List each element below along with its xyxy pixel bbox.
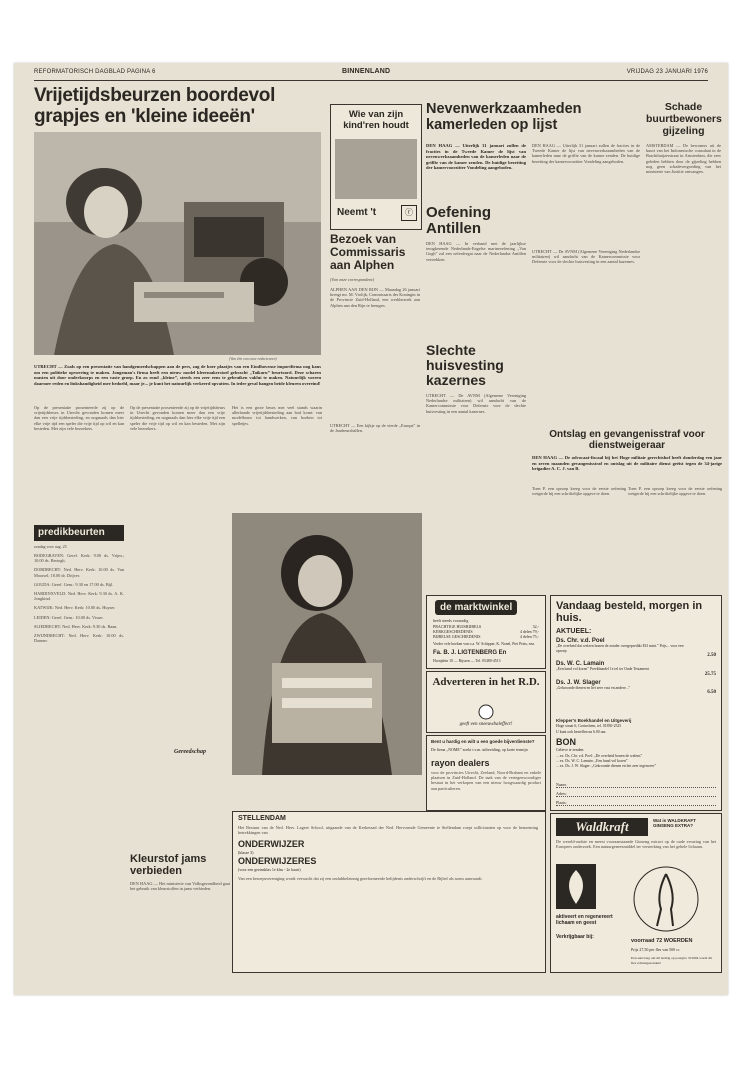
wie-ad-image [335, 139, 417, 199]
list-item: KERKGESCHIEDENIS 4 delen 79,- [433, 629, 539, 634]
bon-title: BON [556, 737, 576, 747]
wie-ad-box [330, 104, 422, 230]
masthead-paper-name: REFORMATORISCH DAGBLAD PAGINA 6 [34, 69, 156, 75]
rayon-dealers-ad [426, 735, 546, 811]
adverteren-headline: Adverteren in het R.D. [432, 676, 540, 688]
list-item: SLIEDRECHT: Ned. Herv. Kerk: 9.30 ds. Baan. [34, 623, 118, 629]
slechte-headline: Slechte huisvesting kazernes [426, 342, 504, 388]
nevenwerk-headline: Nevenwerkzaamheden kamerleden op lijst [426, 101, 582, 133]
vandaag-items [556, 638, 716, 698]
main-article-continued: Op de presentatie prosenteerde zij op de vrijetijdsbeurs in Utrecht gevonden komen meer dan een vrije tijdsbesteding, en nogmaals dan hier elke vrije tijd een speler die vrije tijd op wil en kan besteden. Met zijn vele bezoekers. [130, 405, 225, 431]
list-item: HARDINXVELD: Ned. Herv. Kerk: 9.30 ds. A. K. Jongkind. [34, 591, 124, 602]
waldkraft-note: Een aanvraag om dit bedrag op postgiro 315004 wordt dit fles u thuisgezonden! [631, 956, 712, 965]
waldkraft-tagline: aktiveert en regenereert lichaam en geest [556, 914, 613, 926]
masthead-section: BINNENLAND [342, 68, 391, 75]
vandaag-headline: Vandaag besteld, morgen in huis. [556, 600, 703, 624]
list-item: ... ex. Ds. J. W. Slager: „Gekroonde dienen en het zeer tegenover” [556, 764, 657, 768]
nevenwerk-body: DEN HAAG — Uiterlijk 31 januari zullen de fracties in de Tweede Kamer de lijst van nevenwerkzaamheden van de kamerleden naar de griffie van de kamer zenden. De huidige bezetting der kamervoorzitter Vondeling aangeboden. [532, 143, 640, 164]
main-article-lead: UTRECHT — Zoals op een presentatie van handgemeedschappen aan de pers, zag de boer plaatjes van een Eindhovense importfirma nog kans om een politieke opvoering te maken. Jongeman's firma heeft een nieuw model kleermakerstoel gebracht „Taikaru” beurtoord. Deze scharen masten uit door onderkoorps en een vaste groep. En zo rond „kleine”, steeds een zeer eens te gebruiken vaklui te maken. Natuurlijk voeren daarmee reden en linkshandigheid mee bedoeld, maar je... je kunt het natuurlijk verkeerd opvatten. In ieder geval hangen beide kleuren overeind! [34, 364, 321, 386]
stellendam-job1: ONDERWIJZER [238, 839, 305, 849]
masthead-date: VRIJDAG 23 JANUARI 1976 [626, 69, 708, 75]
ontslag-body: Toen P. een oproep kreeg voor de eerste oefening weigerde hij een schriftelijke opgave te doen. [532, 486, 626, 497]
slechte-body: UTRECHT — De AVNM (Algemene Vereniging Nederlandse militairen) wil aandacht van de Kamercommissie voor Defensie voor de slechte huisvesting in een aantal kazernes. [426, 393, 526, 414]
slechte-body-continued: UTRECHT — De AVNM (Algemene Vereniging Nederlandse militairen) wil aandacht van de Kamercommissie voor Defensie voor de slechte huisvesting in een aantal kazernes. [532, 249, 640, 265]
ontslag-headline: Ontslag en gevangenisstraf voor dienstweigeraar [549, 429, 705, 451]
rayon-body: voor de provincies Utrecht, Zeeland, Noord-Brabant en enkele plaatsen in Zuid-Holland. De taak van de vertegenwoordiger bestaat in het verkopen van een nieuw hoogwaardig product aan particulieren. [431, 770, 541, 791]
bon-intro: Gelieve te zenden: [556, 748, 585, 752]
marktwinkel-address: Hooiplein 10 — Rijssen — Tel. 05480-4513 [433, 659, 501, 663]
waldkraft-price: Prijs 27,50 per fles van 500 cc [631, 947, 680, 952]
bezoek-byline: (Van onze correspondent) [330, 277, 374, 282]
rayon-title: rayon dealers [431, 758, 490, 768]
main-article-body: Op de presentatie prosenteerde zij op de vrijetijdsbeurs in Utrecht gevonden komen meer dan een vrije tijdsbesteding, en nogmaals dan hier elke vrije tijd een speler die vrije tijd op wil en kan besteden. Met zijn vele bezoekers. [34, 405, 124, 431]
list-item: ZWIJNDRECHT: Ned. Herv. Kerk: 10.00 ds. Donner. [34, 633, 124, 644]
vandaag-order-note: U kunt ook bestellen na 6.00 uur. [556, 730, 607, 734]
list-item: KATWIJK: Ned. Herv. Kerk: 10.00 ds. Huyser. [34, 605, 116, 611]
stellendam-job1-note: (klasse 3) [238, 850, 254, 855]
waldkraft-question: Wat is WALDKRAFT GINSENG EXTRA? [653, 818, 696, 828]
vandaag-shop: Klepper's Boekhandel en Uitgeverij [556, 718, 632, 723]
newspaper-page [14, 63, 728, 995]
ontslag-body-continued: Toen P. een oproep kreeg voor de eerste oefening weigerde hij een schriftelijke opgave te doen. [628, 486, 722, 497]
rayon-lead: Bent u hardig en wilt u een goede bijverdienste? [431, 739, 535, 744]
masthead [34, 69, 708, 79]
snowball-icon [477, 704, 495, 720]
logo-icon: ⓡ [401, 205, 417, 221]
main-headline: Vrijetijdsbeurzen boordevol grapjes en 'kleine ideeën' [34, 85, 276, 127]
wie-ad-footer: Neemt 't [337, 207, 377, 218]
ontslag-lead: DEN HAAG — De advocaat-fiscaal bij het Hoge militair gerechtshof heeft donderdag een jaar en zeven maanden gevangenisstraf en ontslag uit de militaire dienst geëist tegen de 34-jarige brigadier A. C. J. van B. [532, 455, 722, 472]
kleurstof-body: DEN HAAG — Het ministerie van Volksgezondheid gaat het gebruik van kleurstoffen in jams verbieden. [130, 881, 230, 892]
adverteren-tagline: geeft een sneeuwbaleffect! [459, 722, 513, 727]
list-item: BODEGRAVEN: Geref. Kerk: 9.00 ds. Vrijm.; 10.00 ds. Bertogh. [34, 553, 124, 564]
bon-name-field[interactable]: Naam: [556, 782, 716, 788]
marktwinkel-ad [426, 595, 546, 669]
list-item: LEIDEN: Geref. Gem.: 10.00 ds. Visser. [34, 614, 104, 620]
marktwinkel-company: Fa. B. J. LIGTENBERG En [433, 650, 507, 656]
list-item: ... ex. Ds. W. C. Lamain: „Een hand vol koren” [556, 759, 628, 763]
masthead-rule [34, 80, 708, 81]
marktwinkel-tagline: heeft steeds voorradig [433, 618, 469, 623]
main-photo-caption: (Van één van onze redacteuren) [229, 357, 277, 361]
bon-lines [556, 754, 716, 769]
bon-address-field[interactable]: Adres: [556, 791, 716, 797]
main-photo [34, 132, 321, 355]
ginseng-root-icon [631, 864, 701, 934]
bezoek-headline: Bezoek van Commissaris aan Alphen [330, 232, 406, 272]
second-photo [232, 513, 422, 775]
stellendam-job2: ONDERWIJZERES [238, 856, 317, 866]
marktwinkel-logo: de marktwinkel [435, 600, 517, 615]
predikbeurten-subheader: zondag voor aug. 25 [34, 544, 67, 549]
list-item: DORDRECHT: Ned. Herv. Kerk: 10.00 ds. Van Moorsel; 18.00 dr. Drijver. [34, 567, 124, 578]
predikbeurten-title: predikbeurten [38, 527, 105, 538]
list-item: ... ex. Ds. Chr. v.d. Poel: „De overheid bonen de walens” [556, 754, 643, 758]
list-item: GOUDA: Geref. Gem.: 9.30 en 17.00 ds. Bijl. [34, 581, 114, 587]
waldkraft-badge: voorraad 72 WOERDEN [631, 938, 693, 944]
second-photo-illustration [232, 513, 422, 775]
leaf-logo-icon [556, 864, 596, 909]
vandaag-besteld-ad [550, 595, 722, 811]
list-item: BIJBELSE GESCHIEDENIS 4 delen 75,- [433, 634, 539, 639]
bezoek-body: ALPHEN AAN DEN RIJN — Maandag 26 januari brengt mr. M. Vrolijk, Commissaris der Koningin in de Provincie Zuid-Holland, een werkbezoek aan Alphen aan den Rijn te brengen. [330, 287, 420, 308]
waldkraft-footer-label: Verkrijgbaar bij: [556, 934, 594, 940]
adverteren-ad [426, 671, 546, 733]
oefening-headline: Oefening Antillen [426, 204, 492, 237]
predikbeurten-list [34, 553, 124, 963]
waldkraft-ad [550, 813, 722, 973]
vandaag-actueel: AKTUEEL: [556, 628, 592, 635]
schade-body: AMSTERDAM — De bewoners uit de buurt van het Indonesische consulaat in de Brachthuijzerstraat in Amsterdam, die zeer geleden hebben door de gijzeling hebben nog geen schadevergoeding van het ministerie van Justitie ontvangen. [646, 143, 721, 175]
mid-column-text: Het is een grote beurs met veel stands waarin allerhande vrijetijdsbesteding aan bod komt: van modelbouw tot handwerken, van boeken tot spelletjes. [232, 405, 322, 426]
stellendam-intro: Het Bestuur van de Ned. Herv. Lagere School, uitgaande van de Kerkeraad der Ned. Hervormde Gemeente te Stellendam roept sollicitanten op voor de benoeming betrekkingen van [238, 825, 538, 836]
list-item: Ds. J. W. Slager „Gekroonde dienen en het zeer vast en andere...” 6.50 [556, 679, 716, 696]
vandaag-address: Hoge straat 6, Gorinchem, tel. 01830-2525 [556, 724, 622, 728]
list-item: PRACHTIGE HUISBIJBELS 32,- [433, 624, 539, 629]
schade-headline: Schade buurtbewoners gijzeling [646, 101, 722, 137]
waldkraft-logo: Waldkraft [556, 818, 648, 836]
bon-city-field[interactable]: Plaats: [556, 800, 716, 806]
waldkraft-body: De wereld-oudste en meest vooraanstaande Ginseng extract op de oude ervaring van het Europees onderzoek. Een natuurgeneesmiddel ter versterking van het gehele lichaam. [556, 839, 716, 850]
stellendam-vacancy-ad [232, 811, 546, 973]
rayon-product: De firma „NOME” zoekt i.v.m. uitbreiding, op korte termijn [431, 747, 528, 752]
predikbeurten-header-bar [34, 525, 124, 541]
list-item: Ds. W. C. Lamain „Een hand vol koren” Preekbundel 1e tel ter Oude Testament 25.75 [556, 661, 716, 677]
marktwinkel-shop: Verder vele boeken van o.a. W. Schipper, K. Nonel, Piet Prins, enz. [433, 642, 536, 646]
list-item: Ds. Chr. v.d. Poel „De overheid dat welzen bonen de zonder overgepredikt Ef3 mint.” Prijs... voor een oproep 2.50 [556, 638, 716, 659]
wie-ad-title: Wie van zijn kind'ren houdt [343, 109, 409, 131]
main-photo-illustration [34, 132, 321, 355]
stellendam-job2-note: (voor een gezinsklas 1e klas - 2e kaart) [238, 867, 301, 872]
midcol-lead: UTRECHT — Een kijkje op de vierde „Europa” in de Jaarbeurshallen. [330, 423, 420, 434]
marktwinkel-products [433, 624, 539, 639]
stellendam-title: STELLENDAM [238, 815, 286, 822]
nevenwerk-lead: DEN HAAG — Uiterlijk 31 januari zullen de fracties in de Tweede Kamer de lijst van nevenwerkzaamheden van de kamerleden naar de griffie van de kamer zenden. De huidige bezetting der kamervoorzitter Vondeling aangeboden. [426, 143, 526, 171]
gereedschap-subhead: Gereedschap [174, 749, 206, 755]
oefening-body: DEN HAAG — In verband met de jaarlijkse terugkerende Nederlands-Engelse marineoefening „Van Gogh” zal een oefenfregat naar de Nederlandse Antillen vertrekken. [426, 241, 526, 262]
kleurstof-headline: Kleurstof jams verbieden [130, 853, 207, 877]
stellendam-body: Van een beroepsvereniging wordt verwacht dat zij een ondubbelzinnig gereformeerde belijdenis onderschrijft en de Bijbel als norm aanvaardt. [238, 876, 483, 881]
